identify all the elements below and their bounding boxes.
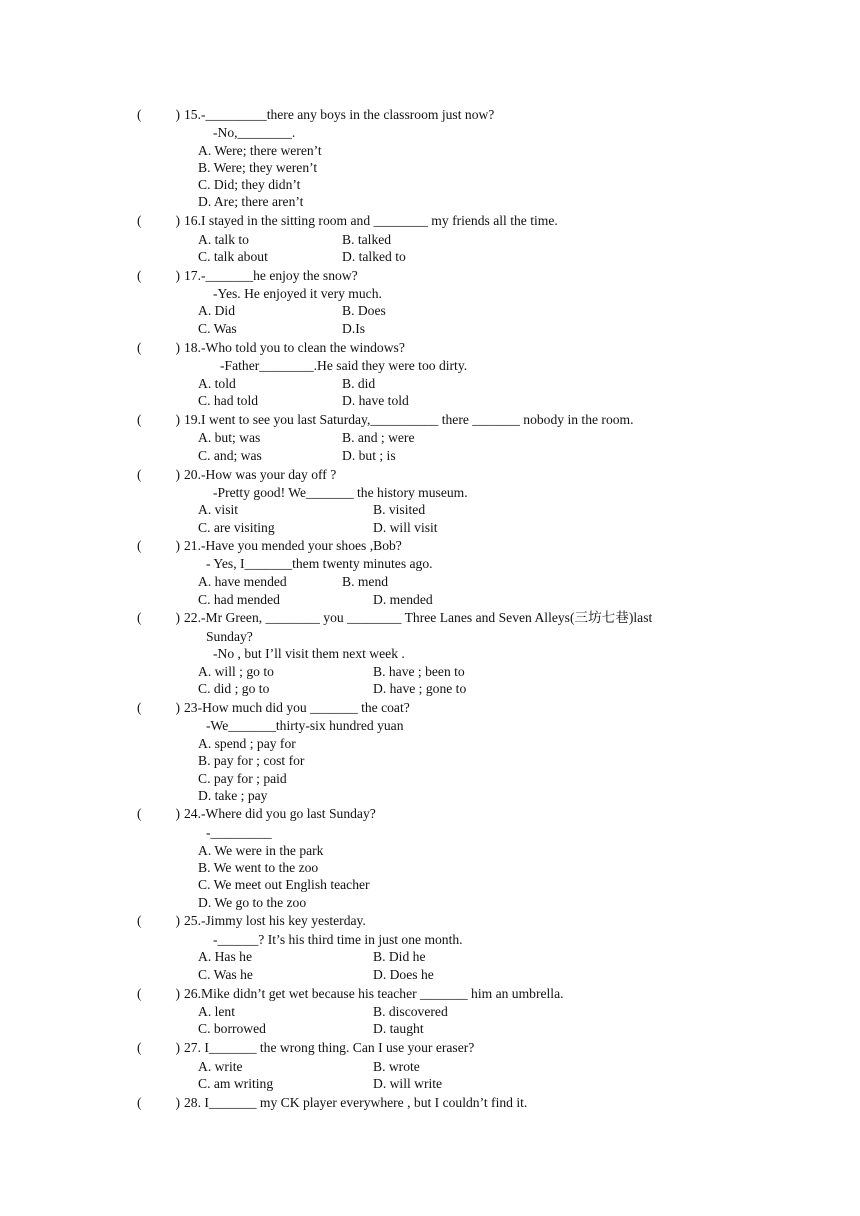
question-line-q21: C. had mended (198, 592, 280, 607)
question-line-q23: -We_______thirty-six hundred yuan (206, 718, 404, 733)
question-stem-q19: 19.I went to see you last Saturday,__________ there _______ nobody in the room. (184, 412, 634, 427)
question-line-q20: D. will visit (373, 520, 438, 535)
question-line-q22: C. did ; go to (198, 681, 270, 696)
question-line-q20: -Pretty good! We_______ the history museum. (213, 485, 468, 500)
question-line-q18: D. have told (342, 393, 409, 408)
answer-blank-q27: ( ) (137, 1040, 181, 1055)
question-line-q24: B. We went to the zoo (198, 860, 319, 875)
question-stem-q17: 17.-_______he enjoy the snow? (184, 268, 358, 283)
question-line-q24: D. We go to the zoo (198, 895, 307, 910)
question-line-q19: A. but; was (198, 430, 261, 445)
question-line-q25: B. Did he (373, 949, 426, 964)
answer-blank-q15: ( ) (137, 107, 181, 122)
question-line-q19: D. but ; is (342, 448, 396, 463)
question-line-q17: -Yes. He enjoyed it very much. (213, 286, 382, 301)
question-line-q15: A. Were; there weren’t (198, 143, 322, 158)
question-stem-q25: 25.-Jimmy lost his key yesterday. (184, 913, 366, 928)
question-line-q21: B. mend (342, 574, 389, 589)
question-line-q25: C. Was he (198, 967, 253, 982)
question-line-q18: C. had told (198, 393, 259, 408)
question-stem-q26: 26.Mike didn’t get wet because his teacher _______ him an umbrella. (184, 986, 564, 1001)
question-line-q26: C. borrowed (198, 1021, 266, 1036)
question-line-q22: -No , but I’ll visit them next week . (213, 646, 405, 661)
question-line-q18: -Father________.He said they were too dirty. (220, 358, 468, 373)
answer-blank-q28: ( ) (137, 1095, 181, 1110)
question-line-q16: B. talked (342, 232, 392, 247)
answer-blank-q20: ( ) (137, 467, 181, 482)
question-line-q17: B. Does (342, 303, 386, 318)
question-stem-q20: 20.-How was your day off ? (184, 467, 337, 482)
question-line-q25: D. Does he (373, 967, 434, 982)
question-line-q17: D.Is (342, 321, 366, 336)
question-line-q18: B. did (342, 376, 376, 391)
question-line-q25: A. Has he (198, 949, 252, 964)
question-line-q27: C. am writing (198, 1076, 274, 1091)
question-stem-q23: 23-How much did you _______ the coat? (184, 700, 410, 715)
question-stem-q21: 21.-Have you mended your shoes ,Bob? (184, 538, 402, 553)
answer-blank-q24: ( ) (137, 806, 181, 821)
question-line-q20: A. visit (198, 502, 239, 517)
question-stem-q18: 18.-Who told you to clean the windows? (184, 340, 405, 355)
question-line-q27: D. will write (373, 1076, 443, 1091)
question-line-q15: D. Are; there aren’t (198, 194, 304, 209)
question-line-q20: B. visited (373, 502, 426, 517)
question-line-q17: C. Was (198, 321, 237, 336)
question-line-q22: Sunday? (206, 629, 253, 644)
question-line-q27: A. write (198, 1059, 243, 1074)
question-line-q24: C. We meet out English teacher (198, 877, 370, 892)
answer-blank-q22: ( ) (137, 610, 181, 625)
answer-blank-q17: ( ) (137, 268, 181, 283)
question-stem-q16: 16.I stayed in the sitting room and ________ my friends all the time. (184, 213, 558, 228)
question-line-q16: A. talk to (198, 232, 249, 247)
answer-blank-q23: ( ) (137, 700, 181, 715)
question-line-q26: B. discovered (373, 1004, 448, 1019)
question-line-q21: D. mended (373, 592, 433, 607)
question-line-q16: C. talk about (198, 249, 268, 264)
question-line-q26: A. lent (198, 1004, 235, 1019)
question-line-q23: B. pay for ; cost for (198, 753, 305, 768)
question-line-q23: D. take ; pay (198, 788, 268, 803)
question-line-q22: A. will ; go to (198, 664, 274, 679)
question-line-q17: A. Did (198, 303, 236, 318)
question-line-q22: B. have ; been to (373, 664, 465, 679)
question-line-q15: -No,________. (213, 125, 296, 140)
answer-blank-q25: ( ) (137, 913, 181, 928)
answer-blank-q21: ( ) (137, 538, 181, 553)
question-line-q22: D. have ; gone to (373, 681, 467, 696)
answer-blank-q26: ( ) (137, 986, 181, 1001)
question-line-q19: B. and ; were (342, 430, 415, 445)
question-line-q21: A. have mended (198, 574, 287, 589)
question-line-q15: B. Were; they weren’t (198, 160, 318, 175)
question-line-q21: - Yes, I_______them twenty minutes ago. (206, 556, 433, 571)
question-stem-q24: 24.-Where did you go last Sunday? (184, 806, 376, 821)
question-stem-q15: 15.-_________there any boys in the classroom just now? (184, 107, 495, 122)
question-stem-q28: 28. I_______ my CK player everywhere , but I couldn’t find it. (184, 1095, 528, 1110)
question-stem-q22: 22.-Mr Green, ________ you ________ Three Lanes and Seven Alleys(三坊七巷)last (184, 610, 653, 625)
question-stem-q27: 27. I_______ the wrong thing. Can I use your eraser? (184, 1040, 475, 1055)
question-line-q27: B. wrote (373, 1059, 420, 1074)
answer-blank-q16: ( ) (137, 213, 181, 228)
question-line-q26: D. taught (373, 1021, 424, 1036)
question-line-q23: A. spend ; pay for (198, 736, 296, 751)
question-line-q24: -_________ (206, 825, 272, 840)
question-line-q15: C. Did; they didn’t (198, 177, 301, 192)
answer-blank-q18: ( ) (137, 340, 181, 355)
question-line-q23: C. pay for ; paid (198, 771, 287, 786)
question-line-q25: -______? It’s his third time in just one month. (213, 932, 463, 947)
question-line-q16: D. talked to (342, 249, 406, 264)
question-line-q19: C. and; was (198, 448, 262, 463)
question-line-q18: A. told (198, 376, 236, 391)
question-line-q20: C. are visiting (198, 520, 275, 535)
answer-blank-q19: ( ) (137, 412, 181, 427)
question-line-q24: A. We were in the park (198, 843, 324, 858)
